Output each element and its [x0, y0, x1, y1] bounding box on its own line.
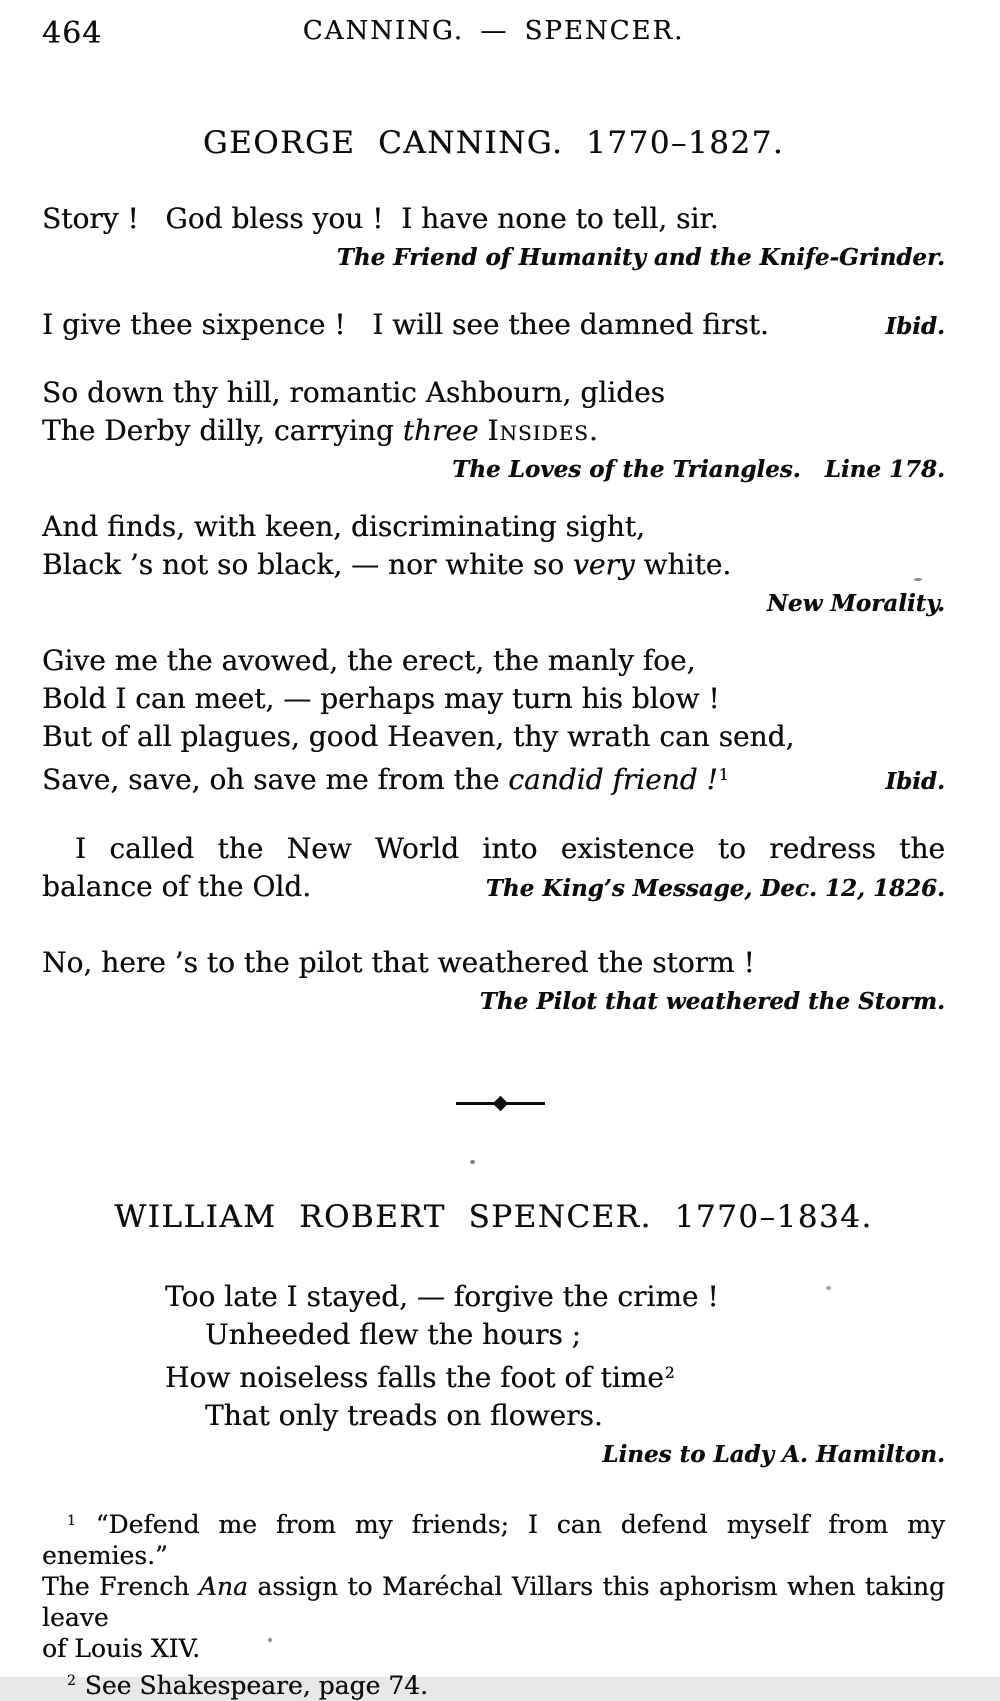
quote-line [42, 868, 945, 908]
quote-line-text [205, 1399, 603, 1432]
quote-line-text [42, 682, 720, 715]
quote-line [42, 1506, 945, 1571]
quote-line [165, 1354, 945, 1397]
diamond-icon [492, 1095, 508, 1111]
text-segment: Black ’s not so black, — nor white so [42, 548, 574, 581]
page-number: 464 [42, 16, 103, 51]
quote-line-text [42, 644, 695, 677]
quote-line [42, 412, 945, 450]
text-segment: I called the New World into existence to redress the [75, 832, 945, 865]
text-segment: candid friend ! [508, 763, 718, 797]
quote-line [42, 944, 945, 982]
text-segment: assign to Maréchal Villars this aphorism when taking leave [42, 1572, 945, 1633]
text-segment: . [588, 414, 598, 447]
divider-rule-right [504, 1102, 545, 1105]
quote-line [42, 756, 945, 801]
quote-line-text [42, 306, 769, 344]
text-segment: I give thee sixpence ! I will see thee damned first. [42, 308, 769, 341]
section-heading-canning: GEORGE CANNING. 1770–1827. [202, 125, 785, 161]
scan-speck [914, 578, 922, 581]
footnote-marker: 2 [67, 1673, 76, 1690]
text-segment: But of all plagues, good Heaven, thy wrath can send, [42, 720, 795, 753]
quote-line [42, 508, 945, 546]
quote-line [42, 1666, 945, 1700]
quote-line-text [42, 720, 794, 753]
quote-block [42, 944, 945, 1016]
attribution: The King’s Message, Dec. 12, 1826. [485, 875, 945, 902]
text-segment: The French [42, 1572, 199, 1602]
footnote-marker: 1 [67, 1513, 76, 1529]
text-segment: balance of the Old. [42, 870, 312, 903]
text-segment: No, here ’s to the pilot that weathered the storm ! [42, 946, 755, 979]
text-segment: Too late I stayed, — forgive the crime ! [165, 1280, 719, 1313]
quote-block [42, 642, 945, 801]
quote-line-text [42, 1572, 945, 1632]
text-segment: That only treads on flowers. [205, 1399, 603, 1433]
footnote [42, 1666, 945, 1700]
footnote-marker: 2 [664, 1364, 675, 1382]
quote-line-text [42, 1510, 945, 1570]
text-segment: Insides [487, 414, 589, 447]
quote-line-text [42, 946, 755, 979]
quote-block [42, 1278, 945, 1469]
text-segment: Bold I can meet, — perhaps may turn his blow ! [42, 682, 720, 715]
quote-line-text [42, 510, 645, 543]
quote-line-text [205, 1318, 581, 1351]
running-head: CANNING. — SPENCER. [302, 16, 685, 46]
attribution: The Loves of the Triangles. Line 178. [452, 456, 945, 483]
attribution: The Pilot that weathered the Storm. [479, 988, 945, 1015]
quote-line [42, 200, 945, 238]
text-segment: The Derby dilly, carrying [42, 414, 403, 447]
scan-speck [470, 1160, 475, 1164]
quote-line [42, 718, 945, 756]
quote-line-text [165, 1280, 719, 1313]
quote-block [42, 306, 945, 346]
quote-line-text [42, 548, 731, 581]
text-segment: of Louis XIV. [42, 1634, 201, 1664]
scan-speck [826, 1286, 831, 1290]
section-divider [0, 1096, 1000, 1110]
text-segment: Story ! God bless you ! I have none to tell, sir. [42, 202, 719, 235]
text-segment: And finds, with keen, discriminating sight, [42, 510, 645, 543]
quote-line-text [165, 1361, 676, 1394]
text-segment: Save, save, oh save me from the [42, 763, 509, 797]
footnotes [42, 1506, 945, 1701]
quote-line-text [42, 868, 311, 906]
text-segment: So down thy hill, romantic Ashbourn, glides [42, 376, 665, 409]
quote-block [42, 200, 945, 272]
quote-line-text [75, 832, 945, 865]
text-segment: Ana [198, 1572, 248, 1602]
text-segment: white. [634, 548, 732, 581]
quote-line-text [42, 1634, 200, 1663]
text-segment: See Shakespeare, page 74. [76, 1670, 429, 1700]
text-segment: very [573, 548, 635, 581]
quote-block [42, 374, 945, 484]
attribution: Ibid. [885, 768, 945, 796]
attribution: The Friend of Humanity and the Knife-Grinder. [336, 244, 945, 271]
section-heading-spencer: WILLIAM ROBERT SPENCER. 1770–1834. [114, 1199, 873, 1235]
quote-line-text [42, 202, 719, 235]
quote-line-text [42, 376, 665, 409]
quote-line [42, 642, 945, 680]
page-header [42, 16, 945, 51]
text-segment: Give me the avowed, the erect, the manly foe, [42, 644, 696, 677]
footnote [42, 1506, 945, 1664]
scan-speck [268, 1638, 272, 1642]
attribution: Ibid. [885, 313, 945, 340]
quote-line [165, 1278, 945, 1316]
quote-line [42, 546, 945, 584]
text-segment: three [402, 414, 479, 447]
quote-line [42, 306, 945, 346]
attribution: New Morality. [766, 590, 945, 617]
text-segment: Unheeded flew the hours ; [205, 1318, 582, 1351]
quote-line [42, 830, 945, 868]
quote-line [42, 1571, 945, 1633]
text-segment: How noiseless falls the foot of time [165, 1361, 664, 1395]
quote-block [42, 830, 945, 908]
attribution: Lines to Lady A. Hamilton. [602, 1441, 945, 1469]
quote-line [42, 374, 945, 412]
divider-rule-left [456, 1102, 497, 1105]
quote-line [205, 1397, 945, 1435]
quote-line [205, 1316, 945, 1354]
footnote-marker: 1 [718, 766, 729, 784]
quote-line-text [42, 756, 730, 799]
text-segment: “Defend me from my friends; I can defend myself from my enemies.” [42, 1510, 945, 1571]
quote-line [42, 680, 945, 718]
quote-line-text [66, 1671, 428, 1700]
quote-line-text [42, 414, 598, 447]
quote-line [42, 1633, 945, 1664]
quote-block [42, 508, 945, 618]
